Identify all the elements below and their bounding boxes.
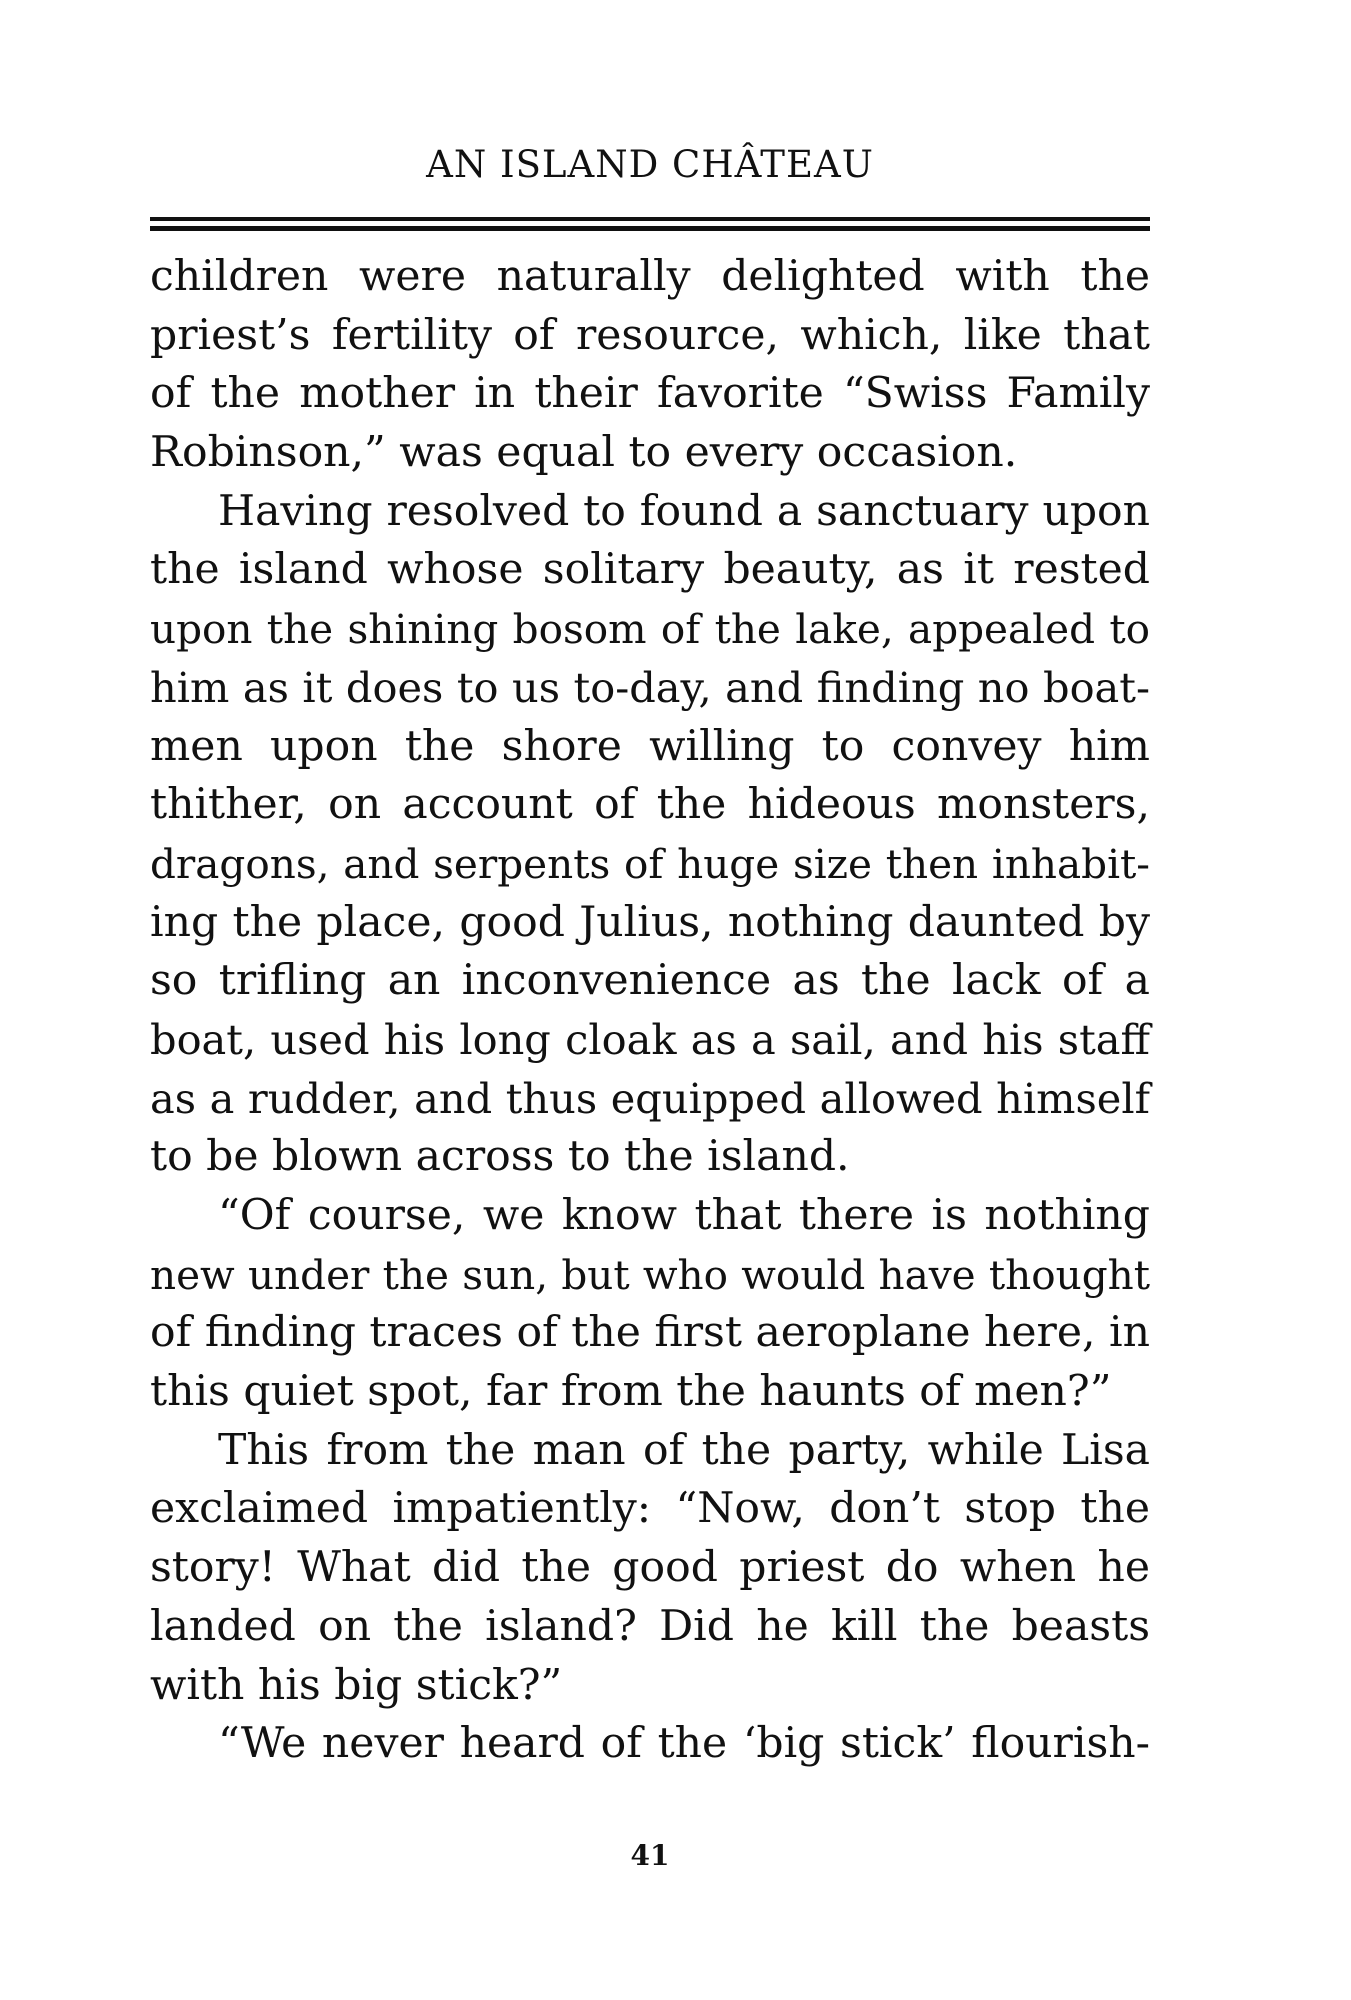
text-line: Robinson,” was equal to every occasion. — [150, 428, 1018, 478]
text-line: landed on the island? Did he kill the beasts — [150, 1601, 1150, 1651]
text-line: the island whose solitary beauty, as it rested — [150, 545, 1150, 595]
text-line: of finding traces of the first aeroplane here, in — [150, 1308, 1150, 1358]
text-line: to be blown across to the island. — [150, 1132, 850, 1182]
text-line: this quiet spot, far from the haunts of men?” — [150, 1367, 1112, 1417]
text-line: him as it does to us to-day, and finding no boat- — [150, 662, 1150, 712]
text-line: thither, on account of the hideous monsters, — [150, 780, 1150, 830]
text-line: “Of course, we know that there is nothing — [218, 1191, 1150, 1240]
text-line: This from the man of the party, while Lisa — [218, 1425, 1150, 1475]
text-line: as a rudder, and thus equipped allowed himself — [150, 1073, 1150, 1123]
header-rule — [150, 217, 1150, 231]
text-line: priest’s fertility of resource, which, like that — [150, 310, 1150, 360]
text-line: Having resolved to found a sanctuary upon — [218, 486, 1150, 536]
body-text — [150, 248, 1150, 1774]
text-line: boat, used his long cloak as a sail, and his staff — [150, 1014, 1150, 1064]
text-line: exclaimed impatiently: “Now, don’t stop the — [150, 1484, 1150, 1534]
text-line: upon the shining bosom of the lake, appealed to — [150, 605, 1150, 654]
text-line: with his big stick?” — [150, 1660, 563, 1710]
text-line: of the mother in their favorite “Swiss Family — [150, 369, 1150, 419]
text-line: so trifling an inconvenience as the lack of a — [150, 956, 1150, 1006]
page-number: 41 — [630, 1839, 670, 1872]
text-line: children were naturally delighted with the — [150, 252, 1150, 301]
text-line: ing the place, good Julius, nothing daunted by — [150, 897, 1150, 947]
text-line: new under the sun, but who would have thought — [150, 1250, 1150, 1299]
text-line: story! What did the good priest do when he — [150, 1543, 1150, 1593]
running-head: AN ISLAND CHÂTEAU — [426, 143, 874, 186]
text-line: dragons, and serpents of huge size then inhabit- — [150, 839, 1150, 888]
text-line: men upon the shore willing to convey him — [150, 721, 1150, 771]
text-line: “We never heard of the ‘big stick’ flourish- — [218, 1719, 1150, 1769]
